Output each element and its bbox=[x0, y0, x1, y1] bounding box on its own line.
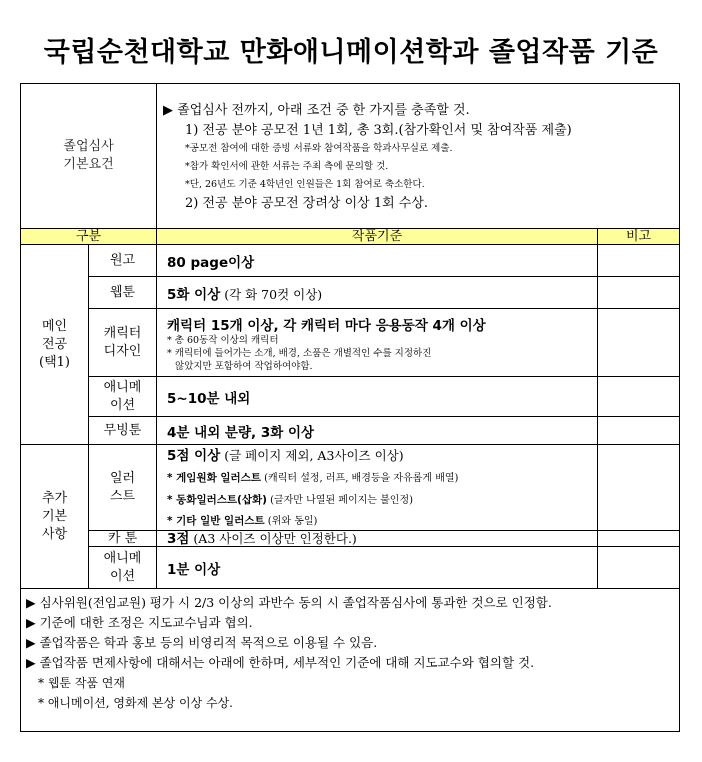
row-criteria: 80 page이상 bbox=[157, 245, 598, 277]
note-item: ▶ 심사위원(전임교원) 평가 시 2/3 이상의 과반수 동의 시 졸업작품심사에 통과한 것으로 인정함. bbox=[26, 595, 552, 610]
row-remarks bbox=[598, 377, 680, 417]
row-criteria: 3점 (A3 사이즈 이상만 인정한다.) bbox=[157, 531, 598, 547]
row-name: 무빙툰 bbox=[89, 417, 157, 445]
main-major-label: 메인 전공 (택1) bbox=[21, 245, 89, 445]
row-name: 애니메 이션 bbox=[89, 547, 157, 589]
requirement-line: 1) 전공 분야 공모전 1년 1회, 총 3회.(참가확인서 및 참여작품 제출) bbox=[185, 123, 572, 138]
row-remarks bbox=[598, 445, 680, 531]
row-remarks bbox=[598, 417, 680, 445]
row-name: 애니메 이션 bbox=[89, 377, 157, 417]
criteria-table bbox=[20, 83, 680, 732]
requirements-label: 졸업심사 기본요건 bbox=[21, 84, 157, 229]
row-name: 웹툰 bbox=[89, 277, 157, 309]
note-item: ▶ 졸업작품 면제사항에 대해서는 아래에 한하며, 세부적인 기준에 대해 지도교수와 협의할 것. bbox=[26, 655, 535, 670]
row-criteria: 5점 이상 (글 페이지 제외, A3사이즈 이상) * 게임원화 일러스트 (캐릭터 설정, 러프, 배경등을 자유롭게 배열) * 동화일러스트(삽화) (글자만 나열된 페이지는 불인정) * 기타 일반 일러스트 (위와 동일) bbox=[157, 445, 598, 531]
page-title: 국립순천대학교 만화애니메이션학과 졸업작품 기준 bbox=[43, 37, 659, 68]
row-name: 카 툰 bbox=[89, 531, 157, 547]
row-criteria: 4분 내외 분량, 3화 이상 bbox=[157, 417, 598, 445]
note-item: ▶ 졸업작품은 학과 홍보 등의 비영리적 목적으로 이용될 수 있음. bbox=[26, 635, 378, 650]
requirements-row bbox=[21, 84, 680, 229]
row-criteria: 5~10분 내외 bbox=[157, 377, 598, 417]
header-criteria: 작품기준 bbox=[157, 229, 598, 245]
requirements-content bbox=[157, 84, 680, 229]
table-row bbox=[21, 547, 680, 589]
row-criteria: 5화 이상 (각 화 70컷 이상) bbox=[157, 277, 598, 309]
requirement-line: 2) 전공 분야 공모전 장려상 이상 1회 수상. bbox=[185, 196, 429, 211]
requirement-note: *참가 확인서에 관한 서류는 주최 측에 문의할 것. bbox=[185, 161, 389, 172]
row-criteria: 1분 이상 bbox=[157, 547, 598, 589]
table-row bbox=[21, 309, 680, 377]
requirement-note: *공모전 참여에 대한 증빙 서류와 참여작품을 학과사무실로 제출. bbox=[185, 143, 453, 154]
table-row bbox=[21, 531, 680, 547]
table-row bbox=[21, 277, 680, 309]
row-remarks bbox=[598, 547, 680, 589]
row-remarks bbox=[598, 277, 680, 309]
row-remarks bbox=[598, 531, 680, 547]
notes-section bbox=[21, 589, 680, 732]
header-category: 구분 bbox=[21, 229, 157, 245]
note-item: ▶ 기준에 대한 조정은 지도교수님과 협의. bbox=[26, 615, 253, 630]
row-remarks bbox=[598, 245, 680, 277]
additional-label: 추가 기본 사항 bbox=[21, 445, 89, 589]
exemption-item: * 애니메이션, 영화제 본상 이상 수상. bbox=[38, 696, 233, 710]
header-remarks: 비고 bbox=[598, 229, 680, 245]
table-row bbox=[21, 245, 680, 277]
table-row bbox=[21, 445, 680, 531]
row-remarks bbox=[598, 309, 680, 377]
row-criteria: 캐릭터 15개 이상, 각 캐릭터 마다 응용동작 4개 이상 * 총 60동작 이상의 캐릭터 * 캐릭터에 들어가는 소개, 배경, 소품은 개별적인 수를 지정하진 않았지만 포함하여 작업하여야함. bbox=[157, 309, 598, 377]
exemption-item: * 웹툰 작품 연재 bbox=[38, 676, 125, 690]
requirement-line: ▶ 졸업심사 전까지, 아래 조건 중 한 가지를 충족할 것. bbox=[163, 103, 470, 118]
table-row bbox=[21, 377, 680, 417]
table-header bbox=[21, 229, 680, 245]
row-name: 원고 bbox=[89, 245, 157, 277]
row-name: 캐릭터 디자인 bbox=[89, 309, 157, 377]
row-name: 일러 스트 bbox=[89, 445, 157, 531]
notes-row bbox=[21, 589, 680, 732]
requirement-note: *단, 26년도 기준 4학년인 인원들은 1회 참여로 축소한다. bbox=[185, 179, 425, 190]
table-row bbox=[21, 417, 680, 445]
